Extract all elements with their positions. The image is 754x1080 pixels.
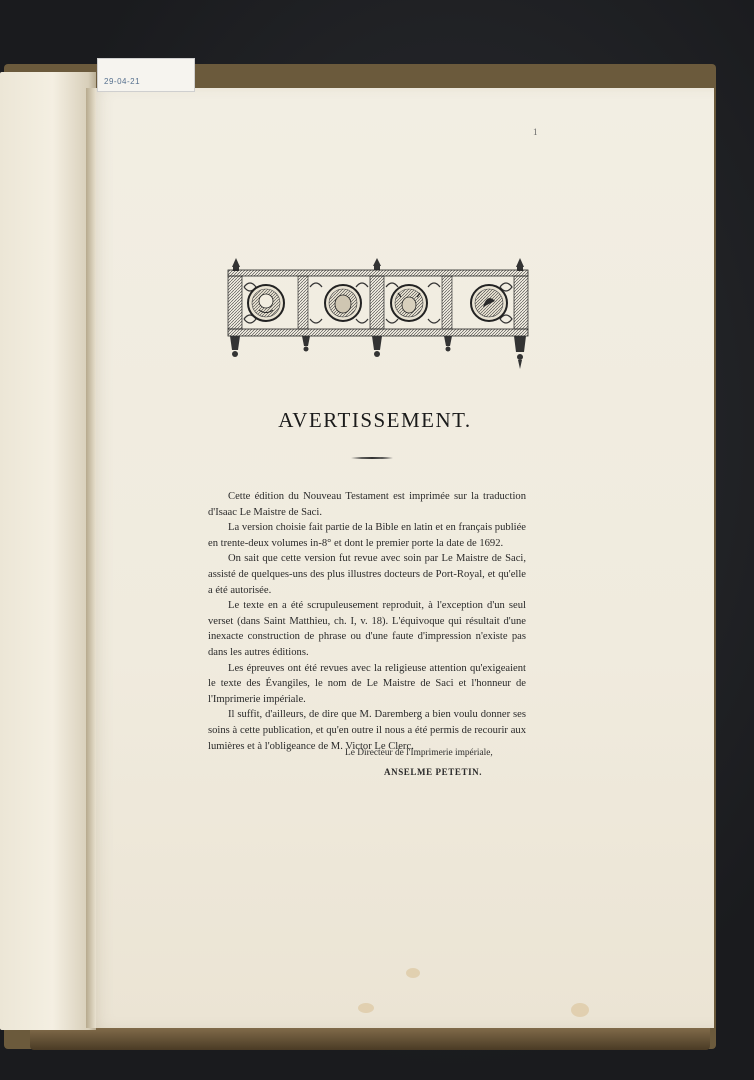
signature-line: Le Directeur de l'Imprimerie impériale, <box>345 748 493 758</box>
ornament-pendants <box>230 336 526 369</box>
ornament-illustration <box>222 257 532 375</box>
foxing-stain <box>406 968 420 978</box>
paragraph: Il suffit, d'ailleurs, de dire que M. Daremberg a bien voulu donner ses soins à cette publication, et qu'en outre il nous a été permis de recourir aux lumières et à l'obligeance de M. Victor Le Clerc. <box>208 709 526 752</box>
page-gutter <box>86 88 96 1028</box>
paragraph: Les épreuves ont été revues avec la religieuse attention qu'exigeaient le texte des Évangiles, le nom de Le Maistre de Saci et l'honneur de l'Imprimerie impériale. <box>208 662 526 705</box>
ornament-finial-center <box>373 258 381 270</box>
ornament-finial-left <box>232 258 240 271</box>
index-tab <box>97 58 195 92</box>
paragraph: La version choisie fait partie de la Bible en latin et en français publiée en trente-deux volumes in-8° et dont le premier porte la date de 1692. <box>208 522 526 549</box>
page-title: AVERTISSEMENT. <box>278 408 472 432</box>
signature-name: ANSELME PETETIN. <box>384 767 483 777</box>
index-tab-label: 29-04-21 <box>104 77 141 86</box>
paragraph: Cette édition du Nouveau Testament est imprimée sur la traduction d'Isaac Le Maistre de Saci. <box>208 491 526 518</box>
paragraph: On sait que cette version fut revue avec soin par Le Maistre de Saci, assisté de quelques-uns des plus illustres docteurs de Port-Royal, et qu'elle a été autorisée. <box>208 553 526 596</box>
page-number: 1 <box>533 127 538 137</box>
medallion-eagle <box>471 285 507 321</box>
body-text <box>208 489 526 754</box>
foxing-stain <box>571 1003 589 1017</box>
paragraph: Le texte en a été scrupuleusement reproduit, à l'exception d'un seul verset (dans Saint Matthieu, ch. I, v. 18). L'équivoque qui résultait d'une inexacte construction de phrase ou d'une faute d'impression n'existe pas dans les autres éditions. <box>208 600 526 658</box>
medallion-ox <box>391 285 427 321</box>
medallion-man <box>248 285 284 321</box>
title-divider <box>351 456 393 460</box>
medallion-lion <box>325 285 361 321</box>
ornament-finial-right <box>516 258 524 271</box>
foxing-stain <box>358 1003 374 1013</box>
left-page <box>0 72 96 1030</box>
